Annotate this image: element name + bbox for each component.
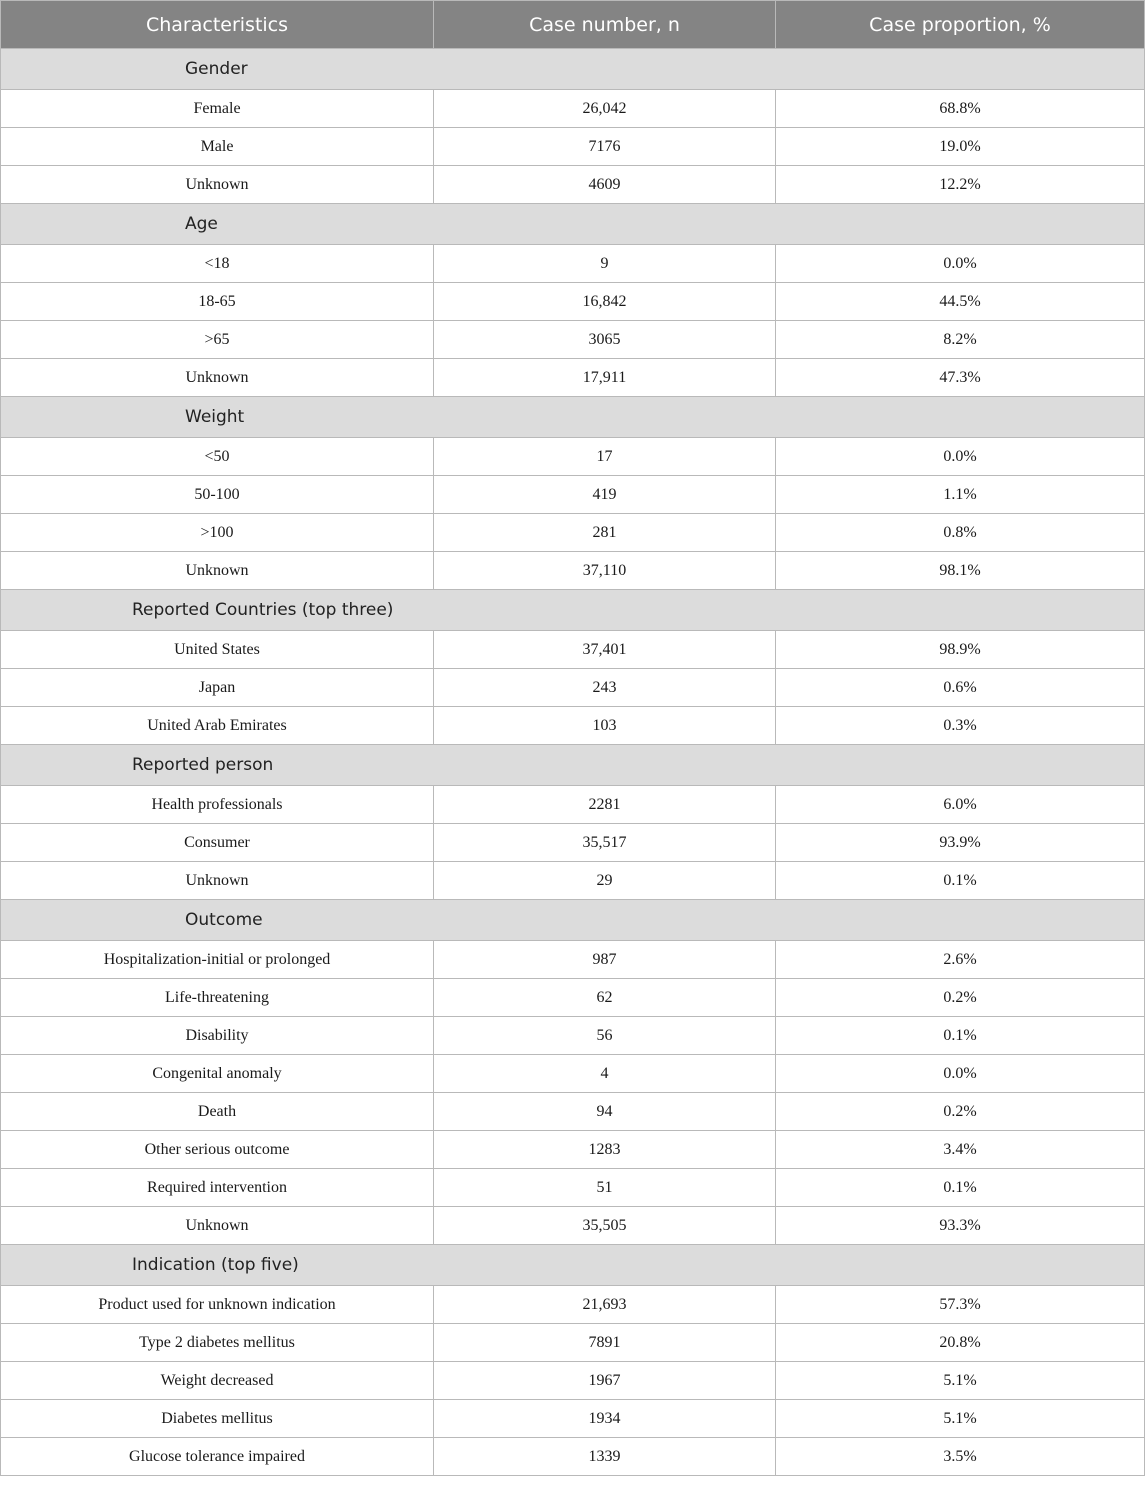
table-row [1,321,1145,359]
case-number-cell: 7176 [434,128,776,166]
case-proportion-cell: 93.3% [776,1207,1145,1245]
case-proportion-cell: 0.1% [776,1017,1145,1055]
case-number-cell: 35,517 [434,824,776,862]
table-row [1,476,1145,514]
case-proportion-cell: 0.2% [776,1093,1145,1131]
case-proportion-cell: 68.8% [776,90,1145,128]
case-proportion-cell: 47.3% [776,359,1145,397]
case-proportion-cell: 3.4% [776,1131,1145,1169]
case-proportion-cell: 57.3% [776,1286,1145,1324]
case-proportion-cell: 12.2% [776,166,1145,204]
group-label: Weight [185,407,245,427]
table-row [1,283,1145,321]
case-number-cell: 1283 [434,1131,776,1169]
group-header-cell [1,745,1145,786]
case-proportion-cell: 1.1% [776,476,1145,514]
characteristic-cell: Unknown [1,166,434,204]
case-number-cell: 29 [434,862,776,900]
case-number-cell: 35,505 [434,1207,776,1245]
table-row [1,824,1145,862]
characteristic-cell: Consumer [1,824,434,862]
group-label: Reported person [132,755,274,775]
case-number-cell: 1934 [434,1400,776,1438]
table-body [1,49,1145,1476]
table-row [1,707,1145,745]
header-case-proportion: Case proportion, % [776,1,1145,49]
header-characteristics: Characteristics [1,1,434,49]
case-proportion-cell: 0.0% [776,245,1145,283]
case-number-cell: 51 [434,1169,776,1207]
characteristic-cell: Unknown [1,359,434,397]
case-number-cell: 21,693 [434,1286,776,1324]
case-proportion-cell: 19.0% [776,128,1145,166]
group-label: Outcome [185,910,263,930]
case-number-cell: 56 [434,1017,776,1055]
header-row [1,1,1145,49]
characteristic-cell: 50-100 [1,476,434,514]
case-number-cell: 17,911 [434,359,776,397]
table-row [1,1362,1145,1400]
table-row [1,552,1145,590]
case-number-cell: 1339 [434,1438,776,1476]
case-number-cell: 62 [434,979,776,1017]
case-number-cell: 419 [434,476,776,514]
case-proportion-cell: 2.6% [776,941,1145,979]
characteristic-cell: United Arab Emirates [1,707,434,745]
group-row [1,49,1145,90]
table-header [1,1,1145,49]
case-number-cell: 4 [434,1055,776,1093]
group-header-cell [1,397,1145,438]
case-number-cell: 281 [434,514,776,552]
table-row [1,359,1145,397]
group-label: Gender [185,59,248,79]
case-proportion-cell: 0.1% [776,862,1145,900]
table-row [1,514,1145,552]
case-proportion-cell: 44.5% [776,283,1145,321]
case-number-cell: 103 [434,707,776,745]
group-header-cell [1,900,1145,941]
case-number-cell: 37,401 [434,631,776,669]
table-row [1,786,1145,824]
case-number-cell: 9 [434,245,776,283]
table-row [1,862,1145,900]
characteristic-cell: Death [1,1093,434,1131]
case-proportion-cell: 5.1% [776,1400,1145,1438]
characteristic-cell: 18-65 [1,283,434,321]
case-proportion-cell: 0.8% [776,514,1145,552]
case-proportion-cell: 0.2% [776,979,1145,1017]
group-header-cell [1,204,1145,245]
case-proportion-cell: 98.1% [776,552,1145,590]
group-row [1,204,1145,245]
header-case-number: Case number, n [434,1,776,49]
table-row [1,669,1145,707]
characteristic-cell: Other serious outcome [1,1131,434,1169]
characteristic-cell: Unknown [1,1207,434,1245]
characteristic-cell: Life-threatening [1,979,434,1017]
group-header-cell [1,1245,1145,1286]
characteristic-cell: >100 [1,514,434,552]
characteristic-cell: Unknown [1,552,434,590]
characteristic-cell: Health professionals [1,786,434,824]
case-proportion-cell: 93.9% [776,824,1145,862]
characteristic-cell: United States [1,631,434,669]
characteristic-cell: Required intervention [1,1169,434,1207]
table-row [1,1207,1145,1245]
table-row [1,1131,1145,1169]
case-proportion-cell: 0.3% [776,707,1145,745]
group-row [1,1245,1145,1286]
case-number-cell: 987 [434,941,776,979]
case-number-cell: 17 [434,438,776,476]
case-number-cell: 94 [434,1093,776,1131]
case-number-cell: 2281 [434,786,776,824]
table-row [1,1400,1145,1438]
group-header-cell [1,49,1145,90]
characteristic-cell: Diabetes mellitus [1,1400,434,1438]
characteristic-cell: Male [1,128,434,166]
group-label: Reported Countries (top three) [132,600,394,620]
table-row [1,1055,1145,1093]
case-proportion-cell: 0.6% [776,669,1145,707]
case-number-cell: 3065 [434,321,776,359]
case-number-cell: 1967 [434,1362,776,1400]
table-row [1,1017,1145,1055]
case-proportion-cell: 0.1% [776,1169,1145,1207]
table-row [1,941,1145,979]
table-row [1,166,1145,204]
table-row [1,1438,1145,1476]
group-row [1,590,1145,631]
table-row [1,1169,1145,1207]
characteristic-cell: Weight decreased [1,1362,434,1400]
case-proportion-cell: 6.0% [776,786,1145,824]
characteristic-cell: Congenital anomaly [1,1055,434,1093]
table-row [1,631,1145,669]
table-row [1,128,1145,166]
case-number-cell: 26,042 [434,90,776,128]
characteristic-cell: Type 2 diabetes mellitus [1,1324,434,1362]
table-row [1,245,1145,283]
characteristic-cell: Disability [1,1017,434,1055]
characteristic-cell: Hospitalization-initial or prolonged [1,941,434,979]
case-proportion-cell: 0.0% [776,1055,1145,1093]
table-row [1,90,1145,128]
table-row [1,1286,1145,1324]
case-proportion-cell: 0.0% [776,438,1145,476]
table-row [1,1093,1145,1131]
group-label: Indication (top five) [132,1255,299,1275]
case-proportion-cell: 8.2% [776,321,1145,359]
characteristic-cell: <18 [1,245,434,283]
case-number-cell: 4609 [434,166,776,204]
case-proportion-cell: 20.8% [776,1324,1145,1362]
case-number-cell: 37,110 [434,552,776,590]
table-row [1,979,1145,1017]
group-row [1,397,1145,438]
case-proportion-cell: 3.5% [776,1438,1145,1476]
characteristic-cell: Product used for unknown indication [1,1286,434,1324]
case-proportion-cell: 5.1% [776,1362,1145,1400]
characteristic-cell: Glucose tolerance impaired [1,1438,434,1476]
case-number-cell: 243 [434,669,776,707]
case-proportion-cell: 98.9% [776,631,1145,669]
group-row [1,745,1145,786]
group-header-cell [1,590,1145,631]
table-row [1,1324,1145,1362]
characteristic-cell: Unknown [1,862,434,900]
characteristic-cell: >65 [1,321,434,359]
case-number-cell: 16,842 [434,283,776,321]
characteristic-cell: <50 [1,438,434,476]
case-number-cell: 7891 [434,1324,776,1362]
group-row [1,900,1145,941]
table-row [1,438,1145,476]
characteristic-cell: Female [1,90,434,128]
characteristic-cell: Japan [1,669,434,707]
group-label: Age [185,214,218,234]
